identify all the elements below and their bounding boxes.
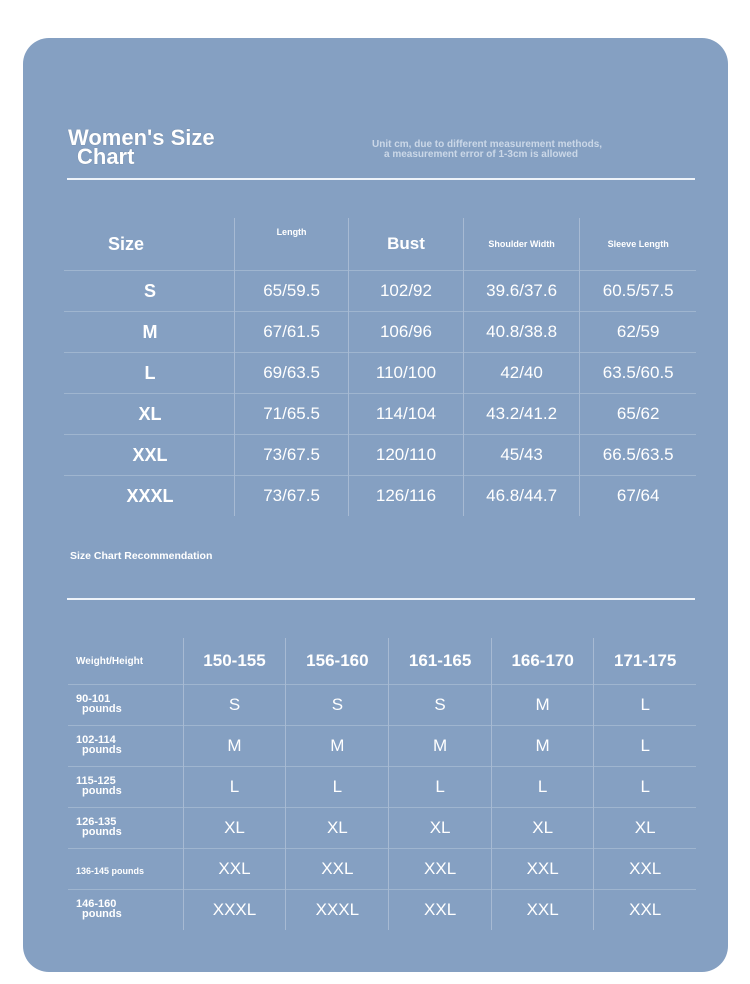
cell-sleeve: 62/59: [580, 312, 696, 353]
cell-recommended-size: L: [183, 767, 286, 808]
cell-recommended-size: XL: [594, 808, 696, 849]
cell-recommended-size: M: [286, 726, 389, 767]
cell-shoulder: 43.2/41.2: [463, 394, 580, 435]
cell-recommended-size: XXXL: [286, 890, 389, 931]
table-row: [64, 271, 696, 312]
header-bust: Bust: [349, 218, 464, 271]
cell-recommended-size: XXXL: [183, 890, 286, 931]
weight-line-1: 90-101: [76, 692, 111, 705]
table-row: [64, 476, 696, 517]
measurement-note: [372, 140, 692, 160]
header-height: 150-155: [183, 638, 286, 685]
cell-recommended-size: S: [389, 685, 492, 726]
weight-label: [76, 776, 122, 796]
cell-bust: 120/110: [349, 435, 464, 476]
cell-size: S: [64, 271, 235, 312]
cell-weight: [68, 685, 183, 726]
cell-recommended-size: S: [286, 685, 389, 726]
header-length: Length: [235, 218, 349, 271]
cell-weight: [68, 849, 183, 890]
header-height: 156-160: [286, 638, 389, 685]
note-line-1: Unit cm, due to different measurement methods,: [372, 139, 603, 150]
table-row: [68, 726, 696, 767]
table-row: [64, 394, 696, 435]
weight-line-1: 102-114: [76, 733, 116, 746]
weight-line-2: pounds: [82, 702, 122, 715]
cell-length: 73/67.5: [235, 435, 349, 476]
weight-label: [76, 735, 122, 755]
cell-weight: [68, 726, 183, 767]
table-row: [68, 808, 696, 849]
cell-recommended-size: L: [389, 767, 492, 808]
header-weight-height: Weight/Height: [76, 655, 144, 667]
cell-bust: 106/96: [349, 312, 464, 353]
table-row: [68, 849, 696, 890]
cell-recommended-size: L: [594, 767, 696, 808]
cell-sleeve: 65/62: [580, 394, 696, 435]
cell-recommended-size: XXL: [389, 849, 492, 890]
weight-line-1: 115-125: [76, 774, 116, 787]
header-divider: [67, 178, 695, 180]
weight-line-1: 136-145 pounds: [76, 866, 145, 876]
recommendation-header: [68, 638, 696, 685]
page-title: [68, 125, 268, 169]
weight-label: [76, 866, 144, 876]
cell-recommended-size: XXL: [389, 890, 492, 931]
weight-line-2: pounds: [82, 784, 122, 797]
cell-length: 65/59.5: [235, 271, 349, 312]
weight-line-1: 146-160: [76, 897, 117, 910]
weight-label: [76, 694, 122, 714]
cell-bust: 114/104: [349, 394, 464, 435]
recommendation-table: [68, 638, 696, 930]
recommendation-divider: [67, 598, 695, 600]
cell-recommended-size: XXL: [491, 890, 594, 931]
cell-recommended-size: XL: [286, 808, 389, 849]
cell-shoulder: 40.8/38.8: [463, 312, 580, 353]
weight-label: [76, 817, 122, 837]
cell-length: 71/65.5: [235, 394, 349, 435]
table-row: [68, 767, 696, 808]
cell-shoulder: 39.6/37.6: [463, 271, 580, 312]
weight-line-2: pounds: [82, 825, 122, 838]
note-line-2: a measurement error of 1-3cm is allowed: [384, 149, 578, 160]
cell-size: M: [64, 312, 235, 353]
cell-recommended-size: XL: [183, 808, 286, 849]
cell-recommended-size: XXL: [286, 849, 389, 890]
cell-length: 67/61.5: [235, 312, 349, 353]
cell-recommended-size: L: [594, 685, 696, 726]
cell-recommended-size: XL: [389, 808, 492, 849]
cell-sleeve: 66.5/63.5: [580, 435, 696, 476]
cell-recommended-size: M: [491, 685, 594, 726]
table-row: [68, 890, 696, 931]
table-row: [64, 435, 696, 476]
title-line-1: Women's Size: [68, 125, 215, 150]
cell-length: 69/63.5: [235, 353, 349, 394]
weight-line-1: 126-135: [76, 815, 117, 828]
size-table: [64, 218, 696, 516]
cell-bust: 110/100: [349, 353, 464, 394]
cell-recommended-size: M: [389, 726, 492, 767]
cell-recommended-size: XXL: [594, 890, 696, 931]
cell-shoulder: 42/40: [463, 353, 580, 394]
header-height: 171-175: [594, 638, 696, 685]
cell-sleeve: 67/64: [580, 476, 696, 517]
table-row: [64, 353, 696, 394]
cell-recommended-size: M: [183, 726, 286, 767]
weight-line-2: pounds: [82, 907, 122, 920]
cell-recommended-size: XL: [491, 808, 594, 849]
cell-size: XXL: [64, 435, 235, 476]
weight-line-2: pounds: [82, 743, 122, 756]
cell-shoulder: 46.8/44.7: [463, 476, 580, 517]
cell-recommended-size: XXL: [594, 849, 696, 890]
size-table-header: [64, 218, 696, 271]
cell-recommended-size: L: [491, 767, 594, 808]
title-line-2: Chart: [77, 144, 135, 169]
cell-recommended-size: S: [183, 685, 286, 726]
header-size: Size: [108, 233, 145, 254]
cell-size: L: [64, 353, 235, 394]
cell-sleeve: 63.5/60.5: [580, 353, 696, 394]
cell-length: 73/67.5: [235, 476, 349, 517]
cell-weight: [68, 890, 183, 931]
cell-sleeve: 60.5/57.5: [580, 271, 696, 312]
cell-recommended-size: XXL: [491, 849, 594, 890]
header-shoulder-width: Shoulder Width: [463, 218, 580, 271]
cell-recommended-size: L: [594, 726, 696, 767]
cell-weight: [68, 767, 183, 808]
header-height: 161-165: [389, 638, 492, 685]
header-sleeve-length: Sleeve Length: [580, 218, 696, 271]
weight-label: [76, 899, 122, 919]
cell-bust: 102/92: [349, 271, 464, 312]
recommendation-title: Size Chart Recommendation: [70, 550, 213, 562]
table-row: [64, 312, 696, 353]
cell-size: XL: [64, 394, 235, 435]
header-height: 166-170: [491, 638, 594, 685]
cell-recommended-size: L: [286, 767, 389, 808]
cell-bust: 126/116: [349, 476, 464, 517]
cell-recommended-size: XXL: [183, 849, 286, 890]
cell-weight: [68, 808, 183, 849]
cell-size: XXXL: [64, 476, 235, 517]
cell-shoulder: 45/43: [463, 435, 580, 476]
cell-recommended-size: M: [491, 726, 594, 767]
table-row: [68, 685, 696, 726]
